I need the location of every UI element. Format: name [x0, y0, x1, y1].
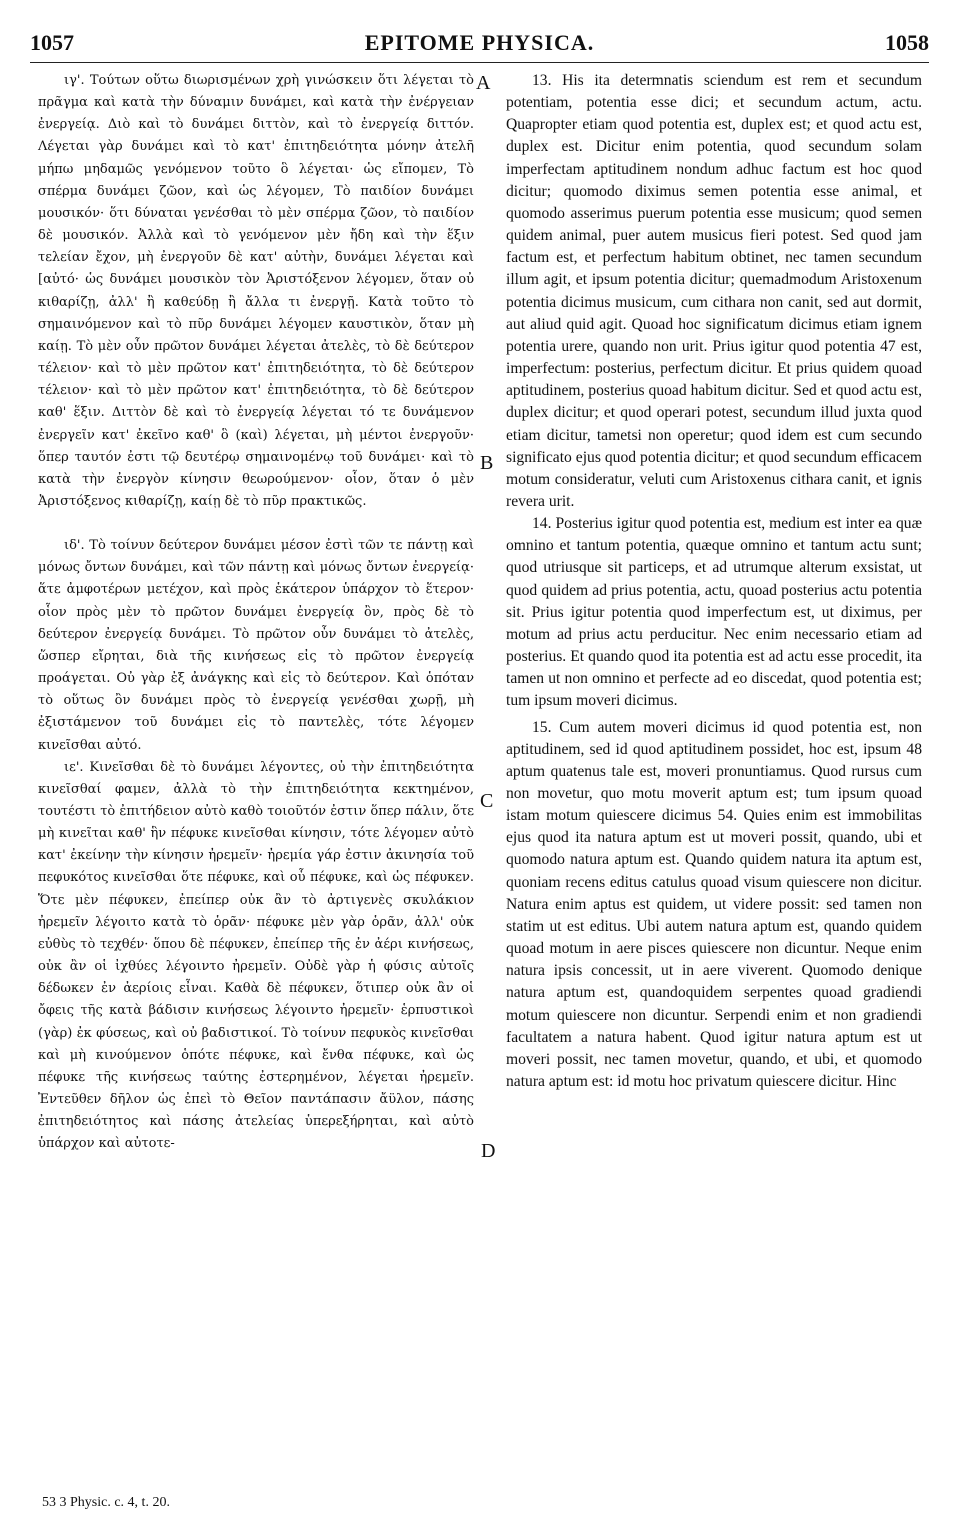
- section-gap: [38, 513, 474, 535]
- latin-section-13: 13. His ita determnatis sciendum est rem et secundum potentiam, potentia esse dici; et secundum actum, actu. Quapropter etiam quod potentia est, duplex est; et quod actu est, duplex est. Dicitur enim potentia, quod secundum solam imperfectam aptitudinem nondum adhuc factum est hoc quod dicitur; quomodo diximus semen potentia esse animal, et quomodo asserimus puerum potentia esse musicum; quod semen quidem animal, puer autem musicus fieri potest. Sed quod jam factum est, et perfectum habitum obtinet, nec tamen secundum illum agit, et ipsum potentia dicitur; quemadmodum Aristoxenum potentia dicimus musicum, cum cithara non canit, sed aut dormit, aut aliud quid agit. Quoad hoc significatum dicimus etiam ignem potentia urere, quando non urit. Prius igitur quod potentia 47 est, imperfectum: posterius, perfectum dicitur. Et prius quidem quoad aptitudinem, posterius quoad habitum dicitur. Sed et quod actu est, duplex dicitur; et quod operari potest, secundum illud juxta quod etiam dicitur, tametsi non operetur; quod idem est cum secundo significato ejus quod potentia dicitur; et quod secundum efficacem motum consideratur, veluti cum Aristoxenus cithara canit, et ignis revera urit.: [506, 72, 922, 510]
- latin-section-15: 15. Cum autem moveri dicimus id quod potentia est, non aptitudinem, sed id quod aptitudinem possidet, hoc est, ipsum 48 aptum quatenus tale est, moveri pronuntiamus. Quod rursus cum non movetur, quo motu moverit aptum est; tum ipsum quoad istam motum quiescere dicimus 54. Quies enim est immobilitas ejus quod ita natura aptum est ut moveri possit, quando, ubi et quomodo natura aptum est. Quando quidem natura ita aptum est, quoniam recens editus catulus quoad visum quiescere non dicitur. Natura enim aptus est quidem, ut videre possit: sed tamen non statim ut est editus. Ubi autem natura aptum est, quando quidem quoad motum in aere pisces quiescere non dicuntur. Neque enim natura ipsis concessit, ut in aere viverent. Quomodo denique natura aptum est, quandoquidem serpentes quoad gradiendi motum quiescere non dicuntur. Serpendi enim et non gradiendi facultatem a natura habent. Quod igitur natura aptum est ut moveri possit, nec tamen movetur, quando, et ubi, et quomodo natura aptum est: id motu hoc privatum quiescere dicitur. Hinc: [506, 718, 922, 1091]
- latin-column: [506, 70, 922, 1093]
- margin-marker-d: D: [481, 1140, 496, 1162]
- greek-section-14: ιδ'. Τὸ τοίνυν δεύτερον δυνάμει μέσον ἐστὶ τῶν τε πάντῃ καὶ μόνως ὄντων δυνάμει, καὶ τῶν πάντῃ καὶ μόνως ὄντων ἐνεργείᾳ· ἅτε ἀμφοτέρων μετέχον, καὶ πρὸς ἑκάτερον ὑπάρχον τὸ ἕτερον· οἷον πρὸς μὲν τὸ πρῶτον δυνάμει ἐνεργείᾳ ὂν, πρὸς δὲ τὸ δεύτερον ἐνεργείᾳ δυνάμει. Τὸ πρῶτον οὖν δυνάμει τὸ ἀτελὲς, ὥσπερ εἴρηται, διὰ τῆς κινήσεως εἰς τὸ πρῶτον ἐνεργείᾳ προάγεται. Οὐ γὰρ ἐξ ἀνάγκης καὶ εἰς τὸ δεύτερον. Καὶ ὁπόταν τὸ οὕτως ὂν δυνάμει πρὸς τὸ ἐνεργείᾳ γενέσθαι χωρῇ, μὴ ἐξιστάμενον τοῦ δυνάμει εἰς τὸ παντελὲς, τότε λέγομεν κινεῖσθαι αὐτό.: [38, 538, 474, 753]
- greek-section-15: ιε'. Κινεῖσθαι δὲ τὸ δυνάμει λέγοντες, οὐ τὴν ἐπιτηδειότητα κινεῖσθαί φαμεν, ἀλλὰ τὸ τὴν ἐπιτηδειότητα κεκτημένον, τουτέστι τὸ ἐπιτήδειον αὐτὸ καθὸ τοιοῦτόν ἐστιν ὅπερ πάλιν, ὅτε μὴ κινεῖται καθ' ἣν πέφυκε κινεῖσθαι κίνησιν, τότε λέγομεν αὐτὸ κατ' ἐκείνην τὴν κίνησιν ἠρεμεῖν· ἠρεμία γάρ ἐστιν ἀκινησία τοῦ πεφυκότος κινεῖσθαι ὅτε πέφυκε, καὶ οὗ πέφυκε, καὶ ὡς πέφυκεν. Ὅτε μὲν πέφυκεν, ἐπείπερ οὐκ ἂν τὸ ἀρτιγενὲς σκυλάκιον ἠρεμεῖν λέγοιτο κατὰ τὸ ὁρᾶν· πέφυκε μὲν γὰρ ὁρᾶν, ἀλλ' οὐκ εὐθὺς τὸ τεχθέν· ὅπου δὲ πέφυκεν, ἐπείπερ τῆς ἐν ἀέρι κινήσεως, οὐκ ἂν οἱ ἰχθύες λέγοιντο ἠρεμεῖν. Οὐδὲ γὰρ ἡ φύσις αὐτοῖς δέδωκεν ἐν ἀερίοις εἶναι. Καθὰ δὲ πέφυκεν, ὅτιπερ οὐκ ἂν οἱ ὄφεις τῆς κατὰ βάδισιν κινήσεως λέγοιντο ἠρεμεῖν· ἑρπυστικοὶ (γὰρ) ἐκ φύσεως, καὶ οὐ βαδιστικοί. Τὸ τοίνυν πεφυκὸς κινεῖσθαι καὶ μὴ κινούμενον ὁπότε πέφυκε, καὶ ἔνθα πέφυκε, καὶ ὡς πέφυκε τῆς κινήσεως ταύτης ἐστερημένον, λέγεται ἠρεμεῖν. Ἐντεῦθεν δῆλον ὡς ἐπεὶ τὸ Θεῖον παντάπασιν ἄϋλον, πάσης ἐπιτηδειότητος καὶ πάσης ἀτελείας ὑπερεξήρηται, καὶ αὐτὸ ὑπάρχον καὶ αὐτοτε-: [38, 759, 474, 1152]
- greek-column: [38, 70, 474, 1156]
- footnote: 53 3 Physic. c. 4, t. 20.: [42, 1495, 170, 1510]
- header-rule: [30, 62, 929, 63]
- margin-marker-c: C: [480, 790, 494, 812]
- running-title: EPITOME PHYSICA.: [364, 30, 595, 55]
- left-page-number: 1057: [30, 30, 74, 55]
- latin-section-14: 14. Posterius igitur quod potentia est, medium est inter ea quæ omnino et tantum potentia, quæque omnino et tantum actu sunt; quod utriusque sit particeps, et ad utrumque alterum exsistat, ut quod quidem ad prius potentia, actu, quoad posterius actu potentia sit. Prius igitur potentia quod imperfectum est, ut diximus, per motum ad prius actu perducitur. Nec enim necessario etiam ad posterius. Et quando quod ita potentia est ad actu esse procedit, ita tamen ut non omnino et perfecte ad eo discedat, quod potentia est; tum ipsum moveri dicimus.: [506, 515, 922, 710]
- page-header: [30, 30, 929, 64]
- margin-marker-b: B: [480, 452, 494, 474]
- greek-section-13: ιγ'. Τούτων οὕτω διωρισμένων χρὴ γινώσκειν ὅτι λέγεται τὸ πρᾶγμα καὶ κατὰ τὴν δύναμιν δυνάμει, καὶ κατὰ τὴν ἐνέργειαν ἐνεργείᾳ. Διὸ καὶ τὸ δυνάμει διττὸν, καὶ τὸ ἐνεργείᾳ διττόν. Λέγεται γὰρ δυνάμει καὶ τὸ κατ' ἐπιτηδειότητα μόνην ἀτελῆ μήπω μηδαμῶς γενόμενον τοῦτο ὃ λέγεται· ὡς εἴπομεν, Τὸ σπέρμα δυνάμει ζῶον, καὶ ὡς λέγομεν, Τὸ παιδίον δυνάμει μουσικόν· ὅτι δύναται γενέσθαι τὸ μὲν σπέρμα ζῶον, τὸ παιδίον δὲ μουσικόν. Ἀλλὰ καὶ τὸ γενόμενον μὲν ἤδη καὶ τὴν ἕξιν τελείαν ἔχον, μὴ ἐνεργοῦν δὲ κατ' αὐτὴν, δυνάμει λέγεται καὶ [αὐτό· ὡς δυνάμει μουσικὸν τὸν Ἀριστόξενον λέγομεν, ὅταν οὐ κιθαρίζῃ, ἀλλ' ἢ καθεύδῃ ἢ ἄλλα τι ἐνεργῇ. Κατὰ τοῦτο τὸ σημαινόμενον καὶ τὸ πῦρ δυνάμει λέγομεν καυστικὸν, ὅταν μὴ καίῃ. Τὸ μὲν οὖν πρῶτον δυνάμει λέγεται ἀτελὲς, τὸ δὲ δεύτερον τέλειον· καὶ τὸ μὲν πρῶτον κατ' ἐπιτηδειότητα, τὸ δὲ δεύτερον τέλειον· καὶ τὸ μὲν πρῶτον κατ' ἐπιτηδειότητα, τὸ δὲ δεύτερον καθ' ἕξιν. Διττὸν δὲ καὶ τὸ ἐνεργείᾳ λέγεται τό τε δυνάμενον ἐνεργεῖν κατ' ἐκεῖνο καθ' ὃ (καὶ) λέγεται, μὴ μέντοι ἐνεργοῦν· ὅπερ ταυτόν ἐστι τῷ δευτέρῳ σημαινομένῳ τοῦ δυνάμει· καὶ τὸ κατὰ τὴν ἐνεργὸν κίνησιν θεωρούμενον· οἷον, ὅταν ὁ μὲν Ἀριστόξενος κιθαρίζῃ, καίῃ δὲ τὸ πῦρ πρακτικῶς.: [38, 73, 474, 509]
- right-page-number: 1058: [885, 30, 929, 55]
- margin-marker-a: A: [476, 72, 491, 94]
